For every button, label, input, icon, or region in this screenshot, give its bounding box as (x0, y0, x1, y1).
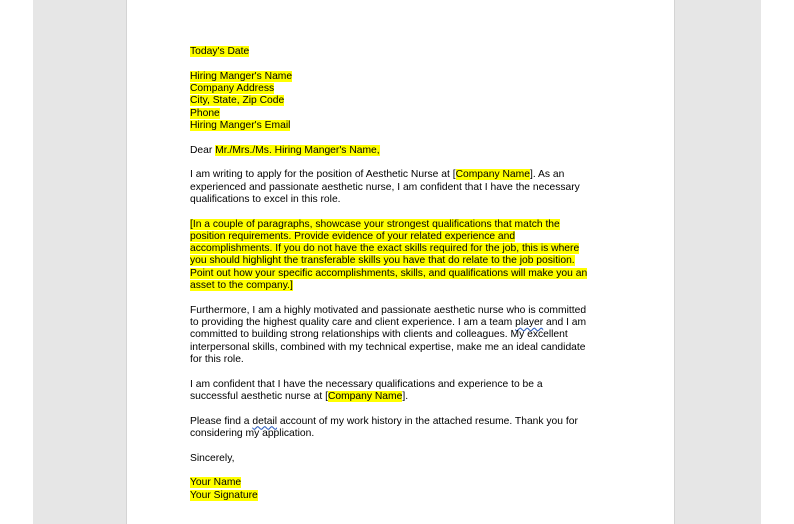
recipient-email: Hiring Manger's Email (190, 119, 291, 131)
paragraph-resume: Please find a detail account of my work history in the attached resume. Thank you for considering my application. (190, 415, 578, 439)
recipient-company-address: Company Address (190, 82, 275, 94)
spellcheck-word[interactable]: detail (252, 415, 278, 427)
recipient-city-state-zip: City, State, Zip Code (190, 95, 285, 107)
recipient-phone: Phone (190, 107, 220, 119)
closing: Sincerely, (190, 452, 235, 464)
recipient-name: Hiring Manger's Name (190, 70, 293, 82)
spellcheck-word[interactable]: player (515, 317, 544, 328)
signature-line: Your Signature (190, 489, 258, 501)
date-line: Today's Date (190, 46, 250, 57)
paragraph-confident: I am confident that I have the necessary qualifications and experience to be a successful aesthetic nurse at [Company Name]. (190, 378, 543, 402)
paragraph-qualifications-placeholder: [In a couple of paragraphs, showcase your strongest qualifications that match the position requirements. Provide evidence of your related experience and accomplishments. If you do not have the exact skills required for the job, this is where you should highlight the transferable skills you have that do relate to the job position. Point out how your specific accomplishments, skills, and qualifications will make you an asset to the company.] (190, 218, 588, 292)
signature-name: Your Name (190, 477, 242, 489)
salutation: Dear Mr./Mrs./Ms. Hiring Manger's Name, (190, 144, 380, 156)
letter-body[interactable] (190, 46, 630, 502)
paragraph-furthermore: Furthermore, I am a highly motivated and passionate aesthetic nurse who is committed to providing the highest quality care and client experience. I am a team player and I am committed to building strong relationships with clients and colleagues. My excellent interpersonal skills, combined with my technical expertise, make me an ideal candidate for this role. (190, 304, 587, 365)
paragraph-intro: I am writing to apply for the position of Aesthetic Nurse at [Company Name]. As an experienced and passionate aesthetic nurse, I am confident that I have the necessary qualifications to excel in this role. (190, 169, 580, 205)
